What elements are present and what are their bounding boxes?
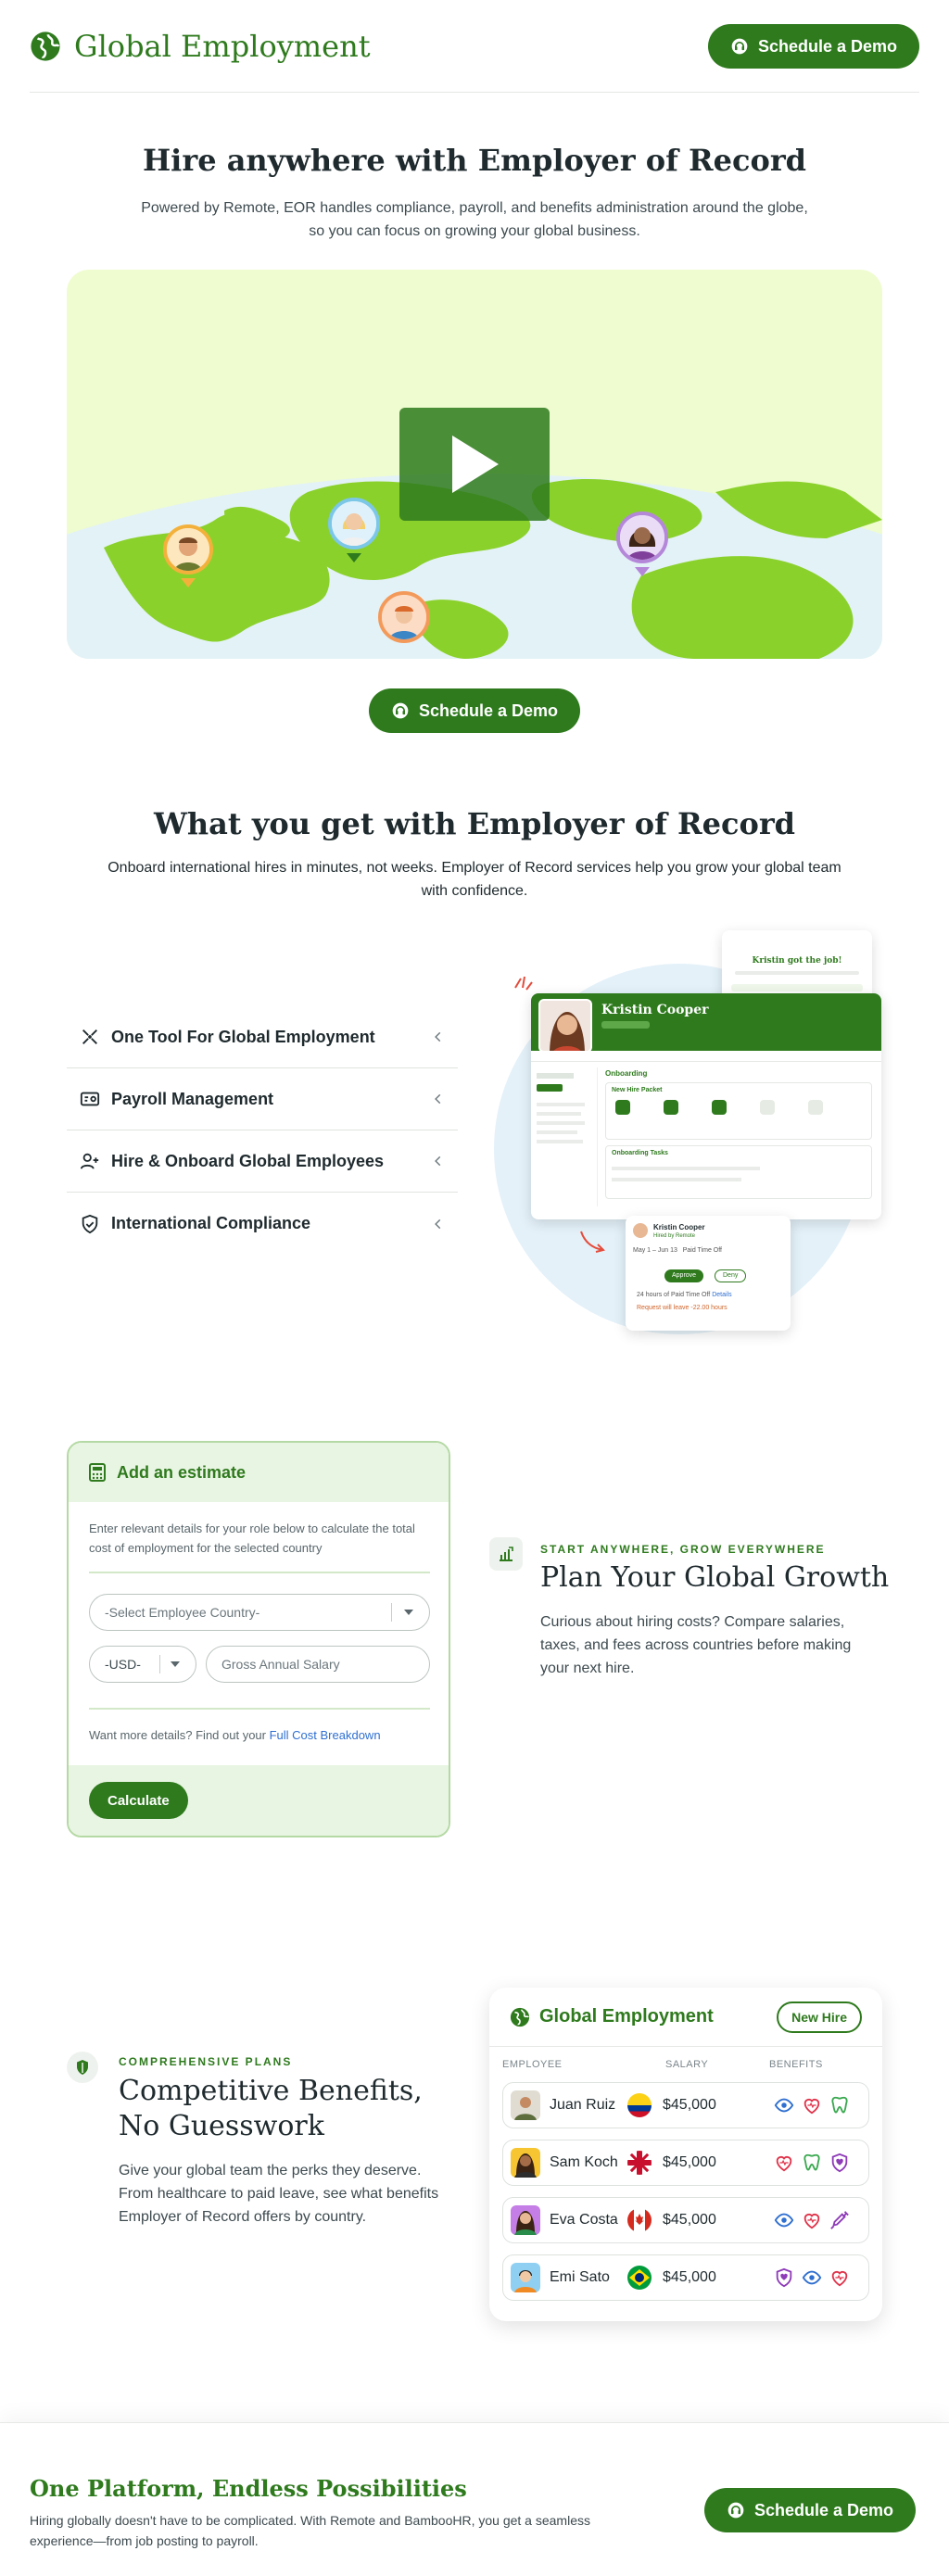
table-columns xyxy=(489,2047,882,2082)
pto-badge: Hired by Remote xyxy=(653,1233,696,1239)
employee-avatar xyxy=(511,2263,540,2292)
pin-marker xyxy=(181,578,196,587)
caret-down-icon xyxy=(170,1661,181,1668)
schedule-demo-button-footer[interactable] xyxy=(704,2488,916,2532)
logo[interactable] xyxy=(30,29,371,64)
benefit-icons xyxy=(774,2267,850,2288)
vision-icon xyxy=(802,2267,822,2288)
pto-hours: 24 hours of Paid Time Off xyxy=(637,1292,711,1298)
country-select[interactable] xyxy=(89,1594,430,1631)
more-text: Want more details? Find out your xyxy=(89,1728,270,1742)
growth-icon-box xyxy=(489,1537,523,1571)
benefits-table-card xyxy=(489,1988,882,2321)
heart-icon xyxy=(829,2267,850,2288)
benefits-table-header xyxy=(489,1988,882,2047)
table-row[interactable] xyxy=(502,2254,869,2301)
employee-avatar xyxy=(511,2205,540,2235)
hero-video[interactable] xyxy=(67,270,882,659)
heart-icon xyxy=(774,2153,794,2173)
pto-dates-row xyxy=(633,1247,722,1254)
feature-item-compliance[interactable] xyxy=(67,1193,458,1255)
schedule-demo-label: Schedule a Demo xyxy=(418,701,559,720)
employee-salary: $45,000 xyxy=(663,2097,716,2113)
employee-salary: $45,000 xyxy=(663,2212,716,2228)
heart-icon xyxy=(802,2095,822,2115)
benefits-title xyxy=(119,2074,423,2144)
add-user-icon xyxy=(80,1151,100,1171)
hero-subtitle-line2: so you can focus on growing your global business. xyxy=(309,223,640,239)
tool-icon xyxy=(80,1027,100,1047)
growth-title: Plan Your Global Growth xyxy=(540,1561,890,1594)
employee-name: Juan Ruiz xyxy=(550,2097,616,2113)
country-select-value: -Select Employee Country- xyxy=(105,1605,260,1620)
globe-icon xyxy=(30,31,61,62)
headset-icon xyxy=(727,2501,745,2519)
colombia-flag xyxy=(627,2093,652,2117)
estimate-card xyxy=(67,1441,450,1837)
table-row[interactable] xyxy=(502,2082,869,2128)
caret-down-icon xyxy=(403,1609,414,1616)
estimate-description: Enter relevant details for your role below to calculate the total cost of employment for the selected country xyxy=(89,1522,415,1555)
features-subtitle-line1: Onboard international hires in minutes, not weeks. Employer of Record services help you grow your global team xyxy=(108,860,841,876)
header-divider xyxy=(30,92,919,93)
heart-icon xyxy=(802,2210,822,2230)
feature-label: Payroll Management xyxy=(111,1089,274,1108)
profile-name: Kristin Cooper xyxy=(601,1003,709,1017)
celebrate-title: Kristin got the job! xyxy=(752,956,842,966)
table-row[interactable] xyxy=(502,2197,869,2243)
headset-icon xyxy=(391,701,410,720)
currency-select[interactable] xyxy=(89,1646,196,1683)
calculate-button[interactable]: Calculate xyxy=(89,1782,188,1819)
chevron-left-icon xyxy=(432,1092,445,1105)
schedule-demo-label: Schedule a Demo xyxy=(757,36,897,56)
profile-photo xyxy=(538,999,592,1053)
full-cost-breakdown-link[interactable]: Full Cost Breakdown xyxy=(269,1728,381,1742)
payroll-icon xyxy=(80,1089,100,1109)
chart-growth-icon xyxy=(498,1546,514,1562)
estimate-divider xyxy=(89,1572,430,1573)
vaccine-icon xyxy=(829,2210,850,2230)
hero-title: Hire anywhere with Employer of Record xyxy=(142,143,807,178)
feature-label: One Tool For Global Employment xyxy=(111,1027,375,1046)
shield-icon xyxy=(75,2059,90,2076)
globe-icon xyxy=(510,2007,530,2027)
pto-name: Kristin Cooper xyxy=(653,1223,705,1231)
pto-dates: May 1 – Jun 13 xyxy=(633,1247,677,1254)
health-shield-icon xyxy=(829,2153,850,2173)
footer-cta-band xyxy=(0,2422,949,2576)
feature-item-payroll[interactable] xyxy=(67,1068,458,1130)
column-salary: SALARY xyxy=(665,2059,709,2070)
new-hire-button[interactable]: New Hire xyxy=(777,2001,862,2033)
growth-eyebrow: START ANYWHERE, GROW EVERYWHERE xyxy=(540,1543,826,1556)
pin-marker xyxy=(347,553,361,562)
schedule-demo-label: Schedule a Demo xyxy=(754,2500,894,2519)
salary-input[interactable] xyxy=(206,1646,430,1683)
feature-item-one-tool[interactable] xyxy=(67,1006,458,1068)
avatar-man-red-hair xyxy=(378,591,430,643)
column-employee: EMPLOYEE xyxy=(502,2059,563,2070)
table-brand: Global Employment xyxy=(539,2006,714,2027)
features-subtitle-line2: with confidence. xyxy=(421,883,528,899)
site-header xyxy=(30,19,919,74)
vision-icon xyxy=(774,2210,794,2230)
growth-body: Curious about hiring costs? Compare salaries, taxes, and fees across countries before making your next hire. xyxy=(540,1614,852,1676)
sparkle-decoration xyxy=(512,975,534,995)
estimate-title: Add an estimate xyxy=(117,1462,247,1482)
video-play-button[interactable] xyxy=(399,408,550,521)
time-off-card xyxy=(626,1216,791,1331)
hero-cta-wrap xyxy=(0,688,949,733)
employee-name: Sam Koch xyxy=(550,2154,618,2170)
approve-button[interactable]: Approve xyxy=(664,1269,703,1282)
currency-select-value: -USD- xyxy=(105,1657,141,1672)
estimate-more xyxy=(89,1728,381,1742)
canada-flag xyxy=(627,2208,652,2232)
footer-title: One Platform, Endless Possibilities xyxy=(30,2475,467,2502)
pto-hours-row xyxy=(637,1292,732,1298)
column-benefits: BENEFITS xyxy=(769,2059,823,2070)
benefits-body: Give your global team the perks they deserve. From healthcare to paid leave, see what benefits Employer of Record offers by country. xyxy=(119,2163,439,2225)
features-title: What you get with Employer of Record xyxy=(153,806,796,841)
schedule-demo-button-hero[interactable] xyxy=(369,688,580,733)
arrow-decoration xyxy=(579,1230,607,1254)
health-shield-icon xyxy=(774,2267,794,2288)
play-icon xyxy=(447,432,502,497)
deny-button[interactable]: Deny xyxy=(715,1269,746,1282)
brazil-flag xyxy=(627,2266,652,2290)
packet-heading: New Hire Packet xyxy=(612,1087,663,1093)
benefits-title-line2: No Guesswork xyxy=(119,2110,324,2142)
pto-warning: Request will leave -22.00 hours xyxy=(637,1305,728,1311)
salary-placeholder: Gross Annual Salary xyxy=(221,1657,340,1672)
schedule-demo-button-header[interactable] xyxy=(708,24,919,69)
tasks-heading: Onboarding Tasks xyxy=(612,1150,668,1156)
avatar-woman-blonde xyxy=(328,498,380,549)
feature-item-hire-onboard[interactable] xyxy=(67,1130,458,1193)
estimate-header xyxy=(69,1443,449,1502)
uk-flag xyxy=(627,2151,652,2175)
benefit-icons xyxy=(774,2153,850,2173)
benefit-icons xyxy=(774,2095,850,2115)
employee-name: Eva Costa xyxy=(550,2212,618,2228)
dental-icon xyxy=(829,2095,850,2115)
brand-name: Global Employment xyxy=(74,29,371,64)
estimate-footer xyxy=(69,1765,449,1836)
benefits-eyebrow: COMPREHENSIVE PLANS xyxy=(119,2055,293,2068)
avatar-woman-dark-hair xyxy=(616,511,668,563)
hero-subtitle-line1: Powered by Remote, EOR handles compliance, payroll, and benefits administration around the globe, xyxy=(141,200,808,216)
table-row[interactable] xyxy=(502,2140,869,2186)
dental-icon xyxy=(802,2153,822,2173)
chevron-left-icon xyxy=(432,1155,445,1168)
pto-details-link[interactable]: Details xyxy=(712,1292,732,1298)
feature-label: Hire & Onboard Global Employees xyxy=(111,1151,385,1170)
estimate-divider xyxy=(89,1708,430,1710)
employee-salary: $45,000 xyxy=(663,2269,716,2285)
benefits-title-line1: Competitive Benefits, xyxy=(119,2075,423,2107)
pin-marker xyxy=(635,567,650,576)
features-subtitle xyxy=(67,856,882,903)
app-window-mock xyxy=(531,993,881,1219)
avatar-man-beard xyxy=(163,524,213,575)
feature-accordion xyxy=(67,1006,458,1255)
footer-body: Hiring globally doesn't have to be complicated. With Remote and BambooHR, you get a seamless experience—from job posting to payroll. xyxy=(30,2513,590,2548)
employee-name: Emi Sato xyxy=(550,2269,610,2285)
headset-icon xyxy=(730,37,749,56)
employee-avatar xyxy=(511,2090,540,2120)
chevron-left-icon xyxy=(432,1030,445,1043)
vision-icon xyxy=(774,2095,794,2115)
employee-avatar xyxy=(511,2148,540,2178)
benefit-icons xyxy=(774,2210,850,2230)
shield-check-icon xyxy=(80,1214,100,1234)
employee-salary: $45,000 xyxy=(663,2154,716,2170)
pto-type: Paid Time Off xyxy=(682,1247,722,1254)
calculator-icon xyxy=(89,1463,106,1482)
chevron-left-icon xyxy=(432,1218,445,1231)
hero-subtitle xyxy=(76,196,873,243)
benefits-icon-box xyxy=(67,2052,98,2083)
feature-label: International Compliance xyxy=(111,1214,311,1232)
onboarding-heading: Onboarding xyxy=(605,1069,648,1078)
